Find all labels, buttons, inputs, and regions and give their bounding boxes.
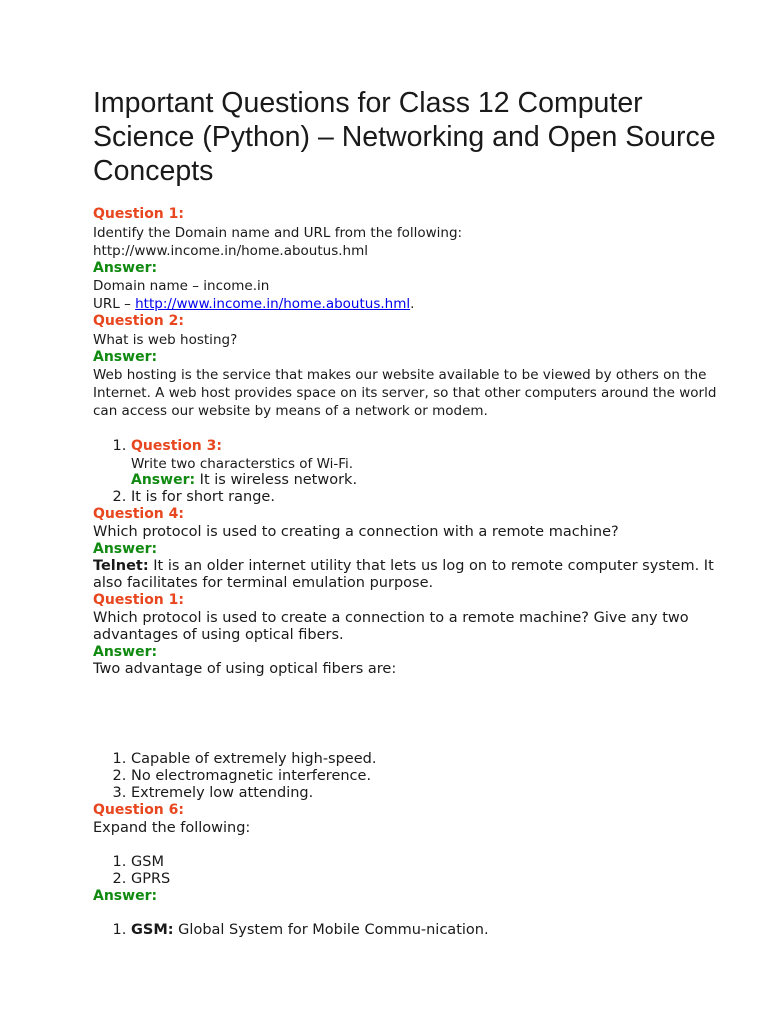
list-item: 2. GPRS (131, 871, 743, 888)
answer-6-list (93, 922, 743, 939)
question-4-label: Question 4: (93, 506, 184, 522)
answer-1-url-suffix: . (410, 296, 415, 312)
page-title: Important Questions for Class 12 Computer Science (Python) – Networking and Open Source Concepts (93, 87, 716, 187)
list-item: 3. Extremely low attending. (131, 785, 743, 802)
list-item (131, 922, 743, 939)
question-2-label: Question 2: (93, 313, 184, 329)
document-page (93, 86, 743, 939)
question-5-label: Question 1: (93, 592, 184, 608)
answer-1-domain: Domain name – income.in (93, 278, 270, 294)
answer-5-text: Two advantage of using optical fibers are: (93, 661, 397, 677)
list-item: 1. Capable of extremely high-speed. (131, 751, 743, 768)
answer-6-term: GSM: (131, 922, 174, 938)
question-3-label: 1. Question 3: (131, 438, 222, 454)
answer-3-label: Answer: (131, 471, 196, 488)
question-1-text-line-2: http://www.income.in/home.aboutus.hml (93, 242, 368, 259)
answer-4-description: It is an older internet utility that lets us log on to remote computer system. It also facilitates for terminal emulation purpose. (93, 558, 714, 591)
answer-1-url-line (93, 295, 743, 313)
question-4-text: Which protocol is used to creating a connection with a remote machine? (93, 523, 619, 540)
answer-2-label: Answer: (93, 348, 158, 365)
question-2-text: What is web hosting? (93, 331, 238, 348)
answer-4-bold-term: Telnet: (93, 558, 149, 574)
question-3-list (93, 438, 743, 506)
answer-6-expansion: Global System for Mobile Commu-nication. (173, 922, 489, 938)
answer-3-text: It is wireless network. (195, 471, 358, 488)
answer-1-label: Answer: (93, 259, 158, 276)
list-item: 1. GSM (131, 854, 743, 871)
question-1-text-line-1: Identify the Domain name and URL from the following: (93, 224, 463, 241)
question-6-text: Expand the following: (93, 819, 251, 836)
answer-6-label: Answer: (93, 887, 158, 904)
answer-5-label: Answer: (93, 643, 158, 660)
answer-2-text: Web hosting is the service that makes our website available to be viewed by others on the Internet. A web host provides space on its server, so that other computers around the world can access our website by means of a network or modem. (93, 367, 717, 419)
answer-1-url-link[interactable]: http://www.income.in/home.aboutus.hml (135, 296, 411, 312)
question-6-list (93, 854, 743, 888)
answer-4-text (93, 558, 743, 592)
answer-3-line (131, 472, 743, 490)
answer-1-url-prefix: URL – (93, 296, 136, 312)
answer-5-list (93, 751, 743, 802)
list-item: 2. It is for short range. (131, 489, 743, 506)
question-3-text: Write two characterstics of Wi-Fi. (131, 455, 354, 472)
question-1-label: Question 1: (93, 206, 184, 222)
list-item (131, 438, 743, 489)
answer-4-label: Answer: (93, 540, 158, 557)
question-5-text: Which protocol is used to create a connection to a remote machine? Give any two advantages of using optical fibers. (93, 609, 689, 643)
question-6-label: Question 6: (93, 802, 184, 818)
list-item: 2. No electromagnetic interference. (131, 768, 743, 785)
